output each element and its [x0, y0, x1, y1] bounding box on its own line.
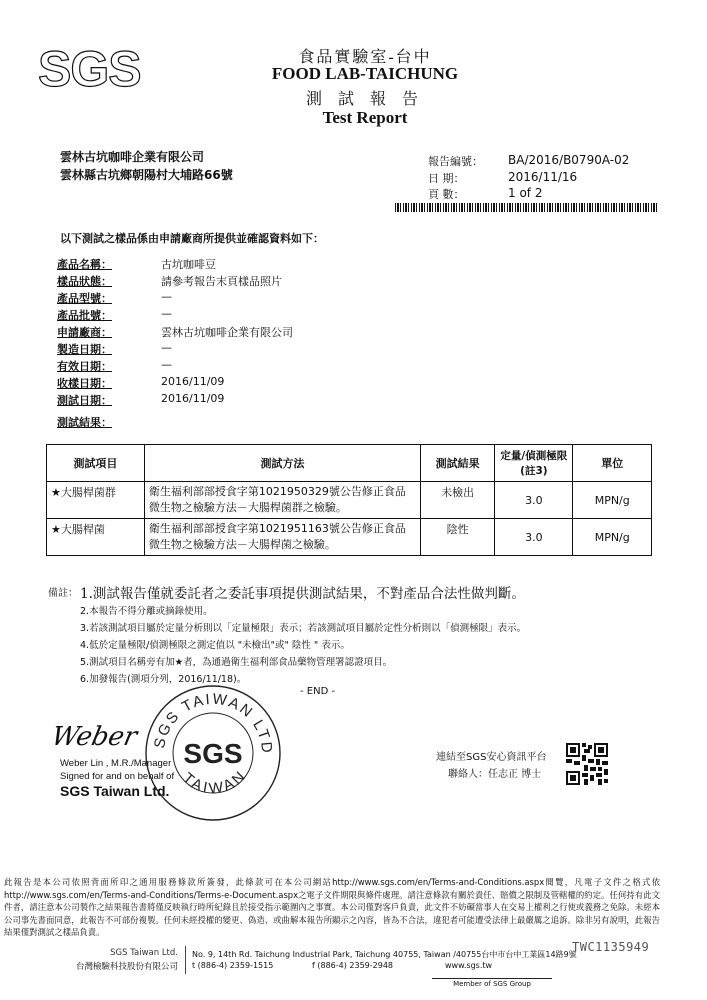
- table-row: [47, 482, 652, 519]
- cell-method: 衛生福利部部授食字第1021950329號公告修正食品微生物之檢驗方法－大腸桿菌群之檢驗。: [144, 482, 420, 519]
- sample-value: 請參考報告末頁樣品照片: [161, 275, 282, 288]
- lab-title-zh: 食品實驗室-台中: [298, 49, 432, 66]
- note-5: 5.測試項目名稱旁有加★者，為通過衛生福利部食品藥物管理署認證項目。: [80, 657, 393, 668]
- sample-label: 產品名稱：: [57, 258, 112, 271]
- results-table: [46, 444, 652, 556]
- footer-disclaimer: 此報告是本公司依照背面所印之通用服務條款所簽發，此條款可在本公司網站http://www.sgs.com/en/Terms-and-Conditions.aspx閱覽，凡電子文件之格式依http://www.sgs.com/en/Terms-and-Conditions/Terms-e-Document.aspx之電子文件期限與條件處理。請注意條款有關於責任、賠償之限制及管轄權的約定。任何持有此文件者，請注意本公司製作之結果報告書將僅反映執行時所紀錄且於接受指示範圍內之事實。本公司僅對客戶負責，此文件不妨礙當事人在交易上權利之行使或義務之免除。未經本公司事先書面同意，此報告不可部份複製。任何未經授權的變更、偽造、或曲解本報告所顯示之內容，皆為不合法，違犯者可能遭受法律上最嚴厲之追訴。除非另有說明，此報告結果僅對測試之樣品負責。: [4, 877, 660, 937]
- seal-top-text: SGS TAIWAN LTD: [151, 690, 276, 756]
- report-title-en: Test Report: [322, 108, 408, 127]
- footer-address: No. 9, 14th Rd. Taichung Industrial Park, Taichung 40755, Taiwan /40755台中市台中工業區14路9號: [192, 950, 577, 959]
- footer-fax: f (886-4) 2359-2948: [312, 961, 393, 970]
- note-1: 1.測試報告僅就委託者之委託事項提供測試結果，不對產品合法性做判斷。: [80, 586, 525, 602]
- footer-web: www.sgs.tw: [445, 961, 493, 970]
- qr-code[interactable]: [566, 743, 608, 785]
- sample-label: 產品型號：: [57, 292, 112, 305]
- footer-divider: [185, 946, 186, 974]
- sample-label: 申請廠商：: [57, 326, 112, 339]
- sgs-logo: SGS: [38, 41, 141, 97]
- table-header-row: [47, 445, 652, 482]
- contact-link: 連結至SGS安心資訊平台: [436, 752, 547, 763]
- sample-label: 樣品狀態：: [57, 275, 112, 288]
- cell-method: 衛生福利部部授食字第1021951163號公告修正食品微生物之檢驗方法－大腸桿菌之檢驗。: [144, 519, 420, 556]
- cell-limit: 3.0: [495, 482, 573, 519]
- signer-name: Weber Lin , M.R./Manager: [60, 758, 172, 769]
- notes-label: 備註：: [48, 588, 78, 599]
- serial-number: TWC1135949: [572, 940, 650, 954]
- note-6: 6.加發報告(測項分列，2016/11/18)。: [80, 674, 247, 685]
- client-name: 雲林古坑咖啡企業有限公司: [60, 150, 205, 164]
- report-date-label: 日 期：: [428, 172, 465, 185]
- cell-result: 陰性: [421, 519, 495, 556]
- col-header: 測試方法: [144, 445, 420, 482]
- intro-text: 以下測試之樣品係由申請廠商所提供並確認資料如下：: [60, 232, 324, 245]
- report-date: 2016/11/16: [508, 170, 578, 184]
- client-address: 雲林縣古坑鄉朝陽村大埔路66號: [60, 168, 233, 182]
- contact-person: 聯絡人：任志正 博士: [448, 769, 542, 780]
- cell-limit: 3.0: [495, 519, 573, 556]
- signature: Weber: [48, 722, 140, 752]
- note-4: 4.低於定量極限/偵測極限之測定值以 "未檢出"或" 陰性 " 表示。: [80, 640, 350, 651]
- note-3: 3.若該測試項目屬於定量分析則以「定量極限」表示；若該測試項目屬於定性分析則以「偵測極限」表示。: [80, 623, 527, 634]
- sample-label: 收樣日期：: [57, 377, 112, 390]
- sample-value: —: [161, 307, 172, 320]
- table-row: [47, 519, 652, 556]
- end-marker: - END -: [300, 686, 336, 697]
- cell-unit: MPN/g: [573, 482, 652, 519]
- sample-value: 2016/11/09: [161, 392, 225, 405]
- cell-item: ★大腸桿菌: [47, 519, 145, 556]
- sample-label: 製造日期：: [57, 343, 112, 356]
- signed-for: Signed for and on behalf of: [60, 771, 175, 782]
- footer-company-zh: 台灣檢驗科技股份有限公司: [75, 962, 178, 972]
- seal-bottom-text: TAIWAN: [179, 766, 251, 798]
- note-2: 2.本報告不得分離或摘錄使用。: [80, 606, 213, 617]
- sample-value: 雲林古坑咖啡企業有限公司: [161, 326, 293, 339]
- company-seal: [142, 682, 284, 824]
- member-of-sgs: Member of SGS Group: [432, 978, 552, 988]
- footer-company-en: SGS Taiwan Ltd.: [110, 948, 178, 958]
- sample-value: 2016/11/09: [161, 375, 225, 388]
- sample-value: —: [161, 290, 172, 303]
- cell-result: 未檢出: [421, 482, 495, 519]
- sample-value: 古坑咖啡豆: [161, 258, 216, 271]
- col-header: 單位: [573, 445, 652, 482]
- col-header: 測試項目: [47, 445, 145, 482]
- col-header: 定量/偵測極限(註3): [495, 445, 573, 482]
- sample-value: —: [161, 341, 172, 354]
- cell-item: ★大腸桿菌群: [47, 482, 145, 519]
- report-barcode: [395, 203, 657, 212]
- footer-tel: t (886-4) 2359-1515: [192, 961, 274, 970]
- sample-label: 測試日期：: [57, 394, 112, 407]
- sample-label: 有效日期：: [57, 360, 112, 373]
- signer-company: SGS Taiwan Ltd.: [60, 783, 170, 799]
- results-label: 測試結果：: [57, 416, 112, 429]
- report-page: 1 of 2: [508, 186, 543, 200]
- report-no: BA/2016/B0790A-02: [508, 153, 630, 167]
- sample-value: —: [161, 358, 172, 371]
- report-title-zh: 測 試 報 告: [305, 91, 424, 108]
- report-page-label: 頁 數：: [428, 188, 465, 201]
- lab-title-en: FOOD LAB-TAICHUNG: [271, 64, 459, 83]
- report-no-label: 報告編號：: [428, 155, 483, 168]
- col-header: 測試結果: [421, 445, 495, 482]
- cell-unit: MPN/g: [573, 519, 652, 556]
- seal-center-text: SGS: [183, 738, 243, 769]
- sample-label: 產品批號：: [57, 309, 112, 322]
